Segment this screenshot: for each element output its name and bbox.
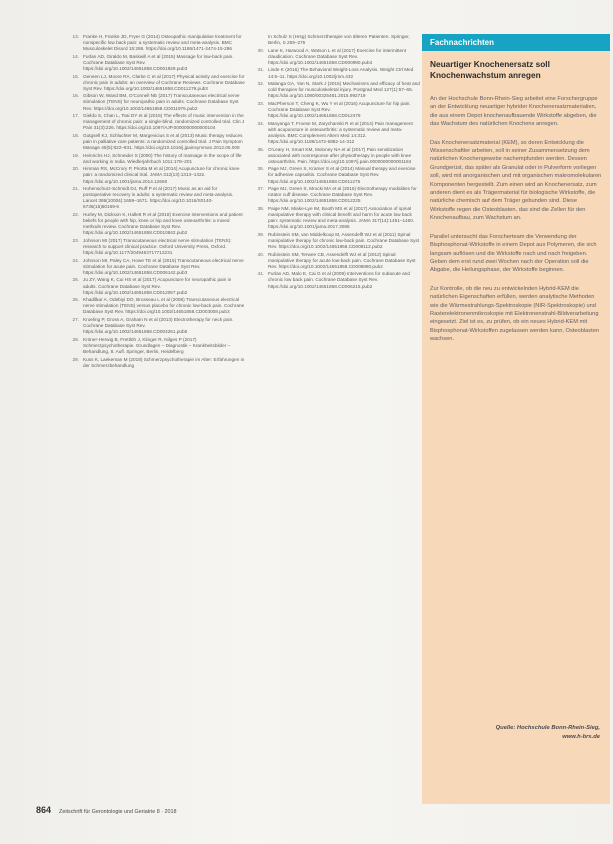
- reference-item: [252, 252, 420, 270]
- reference-number: 28.: [72, 336, 79, 342]
- reference-text: MacPherson T, Cheng K, Wu Y et al (2016) Acupuncture for hip pain. Cochrane Database Syst Rev. https://doi.org/10.1002/14651858.CD012479: [268, 100, 411, 119]
- sidebar-paragraph: An der Hochschule Bonn-Rhein-Sieg arbeitet eine Forschergruppe an der Entwicklung neuartiger hybrider Knochenersatzmaterialien, die aus einem Depot knochenaufbauende Wirkstoffe abgeben, die das Wachstum des natürlichen Knochens anregen.: [430, 96, 598, 128]
- reference-item: [66, 166, 246, 184]
- reference-item: [252, 166, 420, 184]
- reference-text: Geneen LJ, Moore RA, Clarke C et al (2017) Physical activity and exercise for chronic pain in adults: an overview of Cochrane Reviews. Cochrane Database Syst Rev. https://doi.org/10.1002/14651858.CD011279.pub3: [83, 73, 245, 91]
- reference-number: 33.: [257, 100, 264, 106]
- reference-number: 30.: [257, 47, 264, 53]
- reference-number: 22.: [72, 212, 79, 218]
- reference-number: 31.: [257, 67, 264, 73]
- reference-list-right: [252, 34, 420, 291]
- reference-text: Furlan AD, Giraldo M, Baskwill A et al (2015) Massage for low-back pain. Cochrane Database Syst Rev. https://doi.org/10.1002/14651858.CD001929.pub3: [83, 53, 234, 71]
- reference-number: 13.: [72, 34, 79, 39]
- reference-item: [252, 206, 420, 230]
- reference-number: 37.: [257, 186, 264, 192]
- reference-number: 29.: [72, 356, 79, 362]
- reference-text: In Schulz S (Hrsg) Schmerztherapie von älteren Patienten. Springer, Berlin, S 259–275: [268, 34, 410, 46]
- reference-text: Johnson MI, Paley CA, Howe TE et al (2015) Transcutaneous electrical nerve stimulation for acute pain. Cochrane Database Syst Rev. https://doi.org/10.1002/14651858.CD006142.pub3: [83, 257, 244, 275]
- reference-number: 21.: [72, 186, 79, 192]
- reference-number: 15.: [72, 73, 79, 79]
- reference-number: 38.: [257, 205, 264, 211]
- reference-item: [252, 271, 420, 289]
- reference-number: 35.: [257, 146, 264, 152]
- reference-number: 32.: [257, 81, 264, 87]
- sidebar-body: [430, 95, 602, 344]
- reference-item: [252, 186, 420, 204]
- reference-item: [66, 337, 246, 355]
- reference-text: Furlan AD, Malo E, Cai G et al (2009) Interventions for subacute and chronic low back pain. Cochrane Database Syst Rev. https://doi.org/10.1002/14651858.CD006215.pub2: [268, 271, 411, 289]
- reference-number: 36.: [257, 166, 264, 172]
- reference-text: O'Leary H, Smart KM, Moloney NA et al (2017) Pain sensitization associated with nonresponse after physiotherapy in people with knee osteoarthritis. Pain. https://doi.org/10.1097/j.pain.0000000000001184: [268, 146, 412, 164]
- reference-item: [66, 153, 246, 165]
- reference-item: [66, 54, 246, 72]
- reference-item: [252, 121, 420, 145]
- reference-text: Manyanga T, Froese M, Zarychanski R et al (2014) Pain management with acupuncture in osteoarthritis: a systematic review and meta-analysis. BMC Complement Altern Med 14:312. https://doi.org/10.1186/1472-6882-14-312: [268, 120, 413, 144]
- reference-number: 39.: [257, 231, 264, 237]
- reference-item: [66, 34, 246, 52]
- reference-item: [252, 81, 420, 99]
- reference-number: 25.: [72, 277, 79, 283]
- reference-item: [252, 101, 420, 119]
- reference-text: Ju ZY, Wang K, Cui HS et al (2017) Acupuncture for neuropathic pain in adults. Cochrane Database Syst Rev. https://doi.org/10.1002/14651858.CD012057.pub2: [83, 277, 232, 295]
- reference-item: [66, 357, 246, 369]
- reference-text: Gieldo S, Chan L, Tsai DY et al (2015) The effects of music intervention in the management of chronic pain: a single-blind, randomized controlled trial. Clin J Pain 31(3):226. https://doi.org/10.1097/AJP.0000000000000104: [83, 113, 245, 131]
- reference-text: Khadilkar A, Odebiyi DO, Brosseau L et al (2008) Transcutaneous electrical nerve stimulation (TENS) versus placebo for chronic low-back pain. Cochrane Database Syst Rev. https://doi.org/10.1002/14651858.CD003008.pub3: [83, 297, 245, 315]
- reference-number: 14.: [72, 53, 79, 59]
- page-number: 864: [36, 805, 52, 815]
- reference-item: [66, 212, 246, 236]
- reference-text: Johnson MI (2017) Transcutaneous electrical nerve stimulation (TENS): research to support clinical practice. Oxford University Press, Oxford. https://doi.org/10.1177/2049463717712231: [83, 237, 232, 256]
- reference-text: Franke H, Franke JD, Fryer G (2014) Osteopathic manipulative treatment for nonspecific low back pain: a systematic review and meta-analysis. BMC Musculoskelet Disord 15:286. https://doi.org/10.1186/1471-2474-15-286: [83, 34, 242, 52]
- reference-text: Hohenschurz-Schmidt DJ, Ruff P et al (2017) Music as an aid for postoperative recovery in adults: a systematic review and meta-analysis. Lancet 386(10004):1659–1671. https://doi.org/10.1016/S0140-6736(15)60169-6: [83, 186, 234, 210]
- reference-number: 41.: [257, 271, 264, 277]
- reference-text: Gutgsell KJ, Schluchter M, Margevicius S et al (2013) Music therapy reduces pain in palliative care patients: a randomized controlled trial. J Pain Symptom Manage 45(5):822–831. https://doi.org/10.1016/j.jpainsymman.2012.05.008: [83, 132, 243, 151]
- reference-number: 18.: [72, 132, 79, 138]
- reference-item: [66, 277, 246, 295]
- reference-item: [252, 34, 420, 46]
- reference-text: Lane K, Harwood A, Watson L et al (2017) Exercise for intermittent claudication. Cochrane Database Syst Rev. https://doi.org/10.1002/14651858.CD000990.pub4: [268, 47, 406, 65]
- news-sidebar: [422, 34, 610, 804]
- reference-text: Kroeling P, Gross A, Graham N et al (2013) Electrotherapy for neck pain. Cochrane Database Syst Rev. https://doi.org/10.1002/14651858.CD004251.pub5: [83, 317, 234, 335]
- reference-number: [252, 34, 268, 46]
- reference-item: [66, 238, 246, 256]
- reference-text: Malanga GA, Yan N, Stark J (2015) Mechanisms and efficacy of heat and cold therapies for musculoskeletal injury. Postgrad Med 127(1):57–65. https://doi.org/10.1080/00325481.2015.992719: [268, 81, 420, 99]
- source-label: Quelle: Hochschule Bonn-Rhein-Sieg,: [495, 725, 600, 731]
- sidebar-title: Neuartiger Knochenersatz soll Knochenwachstum anregen: [430, 59, 550, 80]
- reference-number: 40.: [257, 251, 264, 257]
- journal-name: Zeitschrift für Gerontologie und Geriatrie 8 · 2018: [59, 809, 177, 815]
- reference-text: Paige NM, Miake-Lye IM, Booth MS et al (2017) Association of spinal manipulative therapy with clinical benefit and harm for acute low back pain: systematic review and meta-analysis. JAMA 317(14):1451–1460. https://doi.org/10.1001/jama.2017.3086: [268, 205, 415, 230]
- reference-item: [66, 258, 246, 276]
- sidebar-paragraph: Zur Kontrolle, ob die neu zu entwickelnden Hybrid-KEM die natürlichen Eigenschaften erfüllen, werden analytische Methoden wie die Wärmestrahlungs-Spektroskopie (NIR-Spektroskopie) und Rasterelektronenmikroskopie mit Elektronenstrahl-Bildverarbeitung eingesetzt. Ziel ist es, zu prüfen, ob ein neues Hybrid-KEM mit Bisphosphonat-Wirkstoffen zugelassen werden kann, Osteoblasten wachsen.: [430, 285, 600, 343]
- reference-item: [66, 93, 246, 111]
- reference-text: Heinrichs HJ, Schneider S (2000) The history of massage in the scope of life and working in India. Wiedlerjahrbuch 1011:178–201: [83, 152, 242, 164]
- reference-text: Hurley M, Dickson K, Hallett R et al (2018) Exercise interventions and patient beliefs for people with hip, knee or hip and knee osteoarthritis: a mixed methods review. Cochrane Database Syst Rev. https://doi.org/10.1002/14651858.CD010842.pub2: [83, 212, 243, 236]
- reference-number: 34.: [257, 120, 264, 126]
- reference-item: [66, 133, 246, 151]
- reference-item: [66, 113, 246, 131]
- reference-number: 26.: [72, 297, 79, 303]
- reference-number: 24.: [72, 257, 79, 263]
- reference-text: Gibson W, Wand BM, O'Connell NE (2017) Transcutaneous electrical nerve stimulation (TENS) for neuropathic pain in adults. Cochrane Database Syst Rev. https://doi.org/10.1002/14651858.CD011976.pub2: [83, 93, 240, 111]
- reference-item: [66, 317, 246, 335]
- reference-text: Hinman RS, McCrory P, Pirotta M et al (2014) Acupuncture for chronic knee pain: a randomized clinical trial. JAMA 312(13):1313–1322. https://doi.org/10.1001/jama.2014.12660: [83, 166, 240, 184]
- sidebar-source: [496, 724, 600, 742]
- reference-item: [252, 147, 420, 165]
- reference-item: [66, 186, 246, 210]
- reference-text: Page MJ, Green S, Kramer S et al (2014) Manual therapy and exercise for adhesive capsulitis. Cochrane Database Syst Rev. https://doi.org/10.1002/14651858.CD011275: [268, 166, 416, 184]
- reference-number: 27.: [72, 317, 79, 323]
- page-footer: [36, 805, 177, 815]
- reference-number: 16.: [72, 93, 79, 99]
- source-url: www.h-brs.de: [562, 734, 600, 740]
- reference-item: [252, 67, 420, 79]
- reference-item: [66, 74, 246, 92]
- sidebar-paragraph: Parallel untersucht das Forscherteam die Verwendung der Bisphosphonat-Wirkstoffe in einem Depot aus Polymeren, die sich langsam auflösen und die Wirkstoffe nach und nach freigeben. Geben dem erst rund zwei Wochen nach der Operation soll die Abgabe, die Heilungsphase, der Wirkstoffe beginnen.: [430, 233, 597, 274]
- reference-list-left: [66, 34, 246, 370]
- sidebar-header: Fachnachrichten: [422, 34, 610, 51]
- reference-item: [252, 48, 420, 66]
- reference-number: 23.: [72, 237, 79, 243]
- reference-text: Kuss K, Laekeman M (2018) Schmerzpsychotherapie im Alter: Erfahrungen in der Schmerzbehandlung: [83, 356, 245, 368]
- reference-text: Page MJ, Green S, Mrocki MA et al (2016) Electrotherapy modalities for rotator cuff disease. Cochrane Database Syst Rev. https://doi.org/10.1002/14651858.CD012225: [268, 186, 417, 204]
- sidebar-paragraph: Das Knochenersatzmaterial (KEM), so deren Entwicklung die Wissenschaftler arbeiten, soll in seiner Zusammensetzung dem natürlichen Knochengewebe nachempfunden werden. Dessen Grundgerüst, das später als Granulat oder in Pulverform vorliegen soll, wird mit anorganischen und mit organischen makromolekularen Komponenten hergestellt. Zum einen wird an Knochenersatz, zum anderen dient es als Trägermaterial für biologische Wirkstoffe, die natürliche chemisch auf dem Träger gebunden sind. Diese Wirkstoffe regen die Osteoblasten, das sind die Zellen für den Knochenaufbau, zum Wachstum an.: [430, 139, 602, 222]
- reference-number: 19.: [72, 152, 79, 158]
- reference-text: Rubinstein SM, van Middelkoop M, Assendelft WJ et al (2011) Spinal manipulative therapy for chronic low-back pain. Cochrane Database Syst Rev. https://doi.org/10.1002/14651858.CD008112.pub2: [268, 231, 420, 249]
- reference-text: Rubinstein SM, Terwee CB, Assendelft WJ et al (2012) Spinal manipulative therapy for acute low-back pain. Cochrane Database Syst Rev. https://doi.org/10.1002/14651858.CD008880.pub2: [268, 251, 416, 269]
- reference-number: 17.: [72, 113, 79, 119]
- reference-item: [252, 232, 420, 250]
- reference-item: [66, 297, 246, 315]
- reference-text: Kröner-Herwig B, Frettlöh J, Klinger R, Nilges P (2017) Schmerzpsychotherapie. Grundlagen – Diagnostik – Krankheitsbilder – Behandlung, 8. Aufl. Springer, Berlin, Heidelberg: [83, 336, 231, 354]
- reference-text: Linde K (2016) The Behavioral Weight-Loss Analysis. Weight Ctrl Med 14:5–11. https://doi.org/10.1002/jrsm.432: [268, 67, 414, 79]
- reference-number: 20.: [72, 166, 79, 172]
